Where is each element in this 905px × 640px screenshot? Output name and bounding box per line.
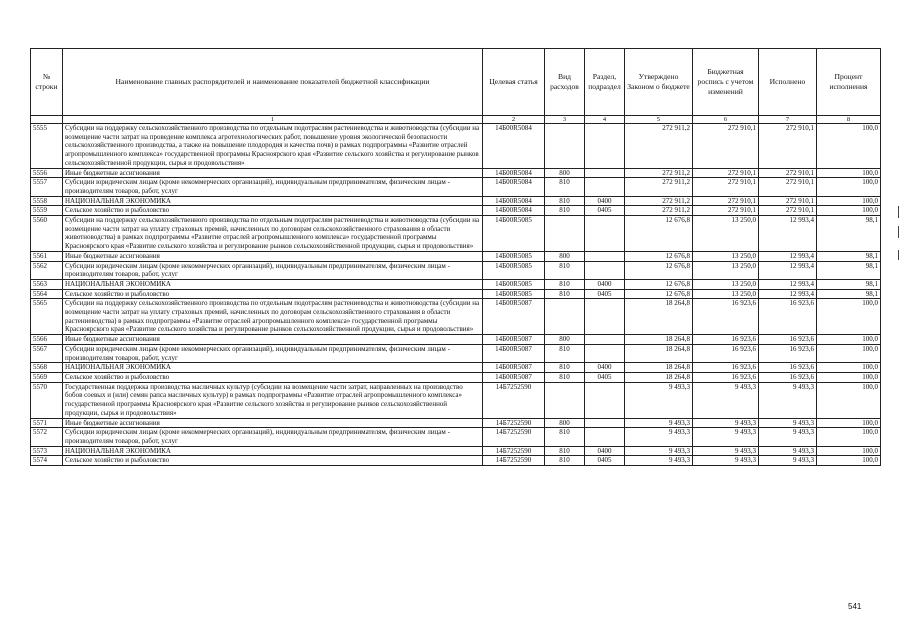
- row-description: Иные бюджетные ассигнования: [63, 251, 483, 261]
- row-number: 5566: [31, 335, 63, 345]
- header-target-article: Целевая статья: [483, 49, 545, 116]
- table-row: [31, 446, 881, 456]
- row-number: 5565: [31, 299, 63, 335]
- table-row: [31, 428, 881, 446]
- target-article-code: 14Б00R5087: [483, 299, 545, 335]
- target-article-code: 14Б00R5085: [483, 289, 545, 299]
- column-index-row: [31, 116, 881, 124]
- row-number: 5562: [31, 261, 63, 279]
- target-article-code: 14Б00R5087: [483, 372, 545, 382]
- executed-amount: 12 993,4: [759, 216, 817, 252]
- execution-percent: 98,1: [817, 289, 881, 299]
- executed-amount: 16 923,6: [759, 363, 817, 373]
- row-description: Субсидии юридическим лицам (кроме некоммерческих организаций), индивидуальным предпринимателям, физическим лицам - производителям товаров, работ, услуг: [63, 428, 483, 446]
- row-description: Сельское хозяйство и рыболовство: [63, 289, 483, 299]
- target-article-code: 14Б00R5084: [483, 124, 545, 169]
- target-article-code: 14Б00R5087: [483, 363, 545, 373]
- executed-amount: 12 993,4: [759, 251, 817, 261]
- execution-percent: 100,0: [817, 382, 881, 418]
- expense-type-code: 810: [545, 446, 585, 456]
- row-description: Сельское хозяйство и рыболовство: [63, 206, 483, 216]
- header-executed: Исполнено: [759, 49, 817, 116]
- column-index: [31, 116, 63, 124]
- execution-percent: 98,1: [817, 251, 881, 261]
- target-article-code: 14Б00R5085: [483, 251, 545, 261]
- target-article-code: 14Б00R5084: [483, 178, 545, 196]
- margin-mark: [898, 250, 899, 260]
- expense-type-code: 810: [545, 178, 585, 196]
- budget-schedule-amount: 16 923,6: [693, 344, 759, 362]
- section-code: 0400: [585, 196, 625, 206]
- executed-amount: 9 493,3: [759, 418, 817, 428]
- approved-amount: 12 676,8: [625, 251, 693, 261]
- section-code: [585, 428, 625, 446]
- expense-type-code: [545, 124, 585, 169]
- executed-amount: 16 923,6: [759, 299, 817, 335]
- target-article-code: 14Б7252590: [483, 446, 545, 456]
- row-number: 5564: [31, 289, 63, 299]
- page-number: 541: [848, 602, 862, 611]
- expense-type-code: [545, 299, 585, 335]
- row-number: 5559: [31, 206, 63, 216]
- row-description: Субсидии юридическим лицам (кроме некоммерческих организаций), индивидуальным предпринимателям, физическим лицам - производителям товаров, работ, услуг: [63, 344, 483, 362]
- target-article-code: 14Б7252590: [483, 456, 545, 466]
- expense-type-code: 800: [545, 168, 585, 178]
- budget-schedule-amount: 16 923,6: [693, 299, 759, 335]
- expense-type-code: [545, 382, 585, 418]
- execution-percent: 100,0: [817, 335, 881, 345]
- header-approved: Утверждено Законом о бюджете: [625, 49, 693, 116]
- executed-amount: 16 923,6: [759, 344, 817, 362]
- target-article-code: 14Б7252590: [483, 428, 545, 446]
- target-article-code: 14Б00R5085: [483, 261, 545, 279]
- row-description: Государственная поддержка производства масличных культур (субсидии на возмещение части затрат, направленных на производство бобов соевых и (или) семян рапса масличных культур) в рамках подпрограммы «Развитие отраслей агропромышленного комплекса» государственной программы Красноярского края «Развитие сельского хозяйства и регулирование рынков сельскохозяйственной продукции, сырья и продовольствия»: [63, 382, 483, 418]
- row-number: 5573: [31, 446, 63, 456]
- section-code: [585, 382, 625, 418]
- execution-percent: 98,1: [817, 261, 881, 279]
- executed-amount: 272 910,1: [759, 196, 817, 206]
- target-article-code: 14Б00R5085: [483, 279, 545, 289]
- expense-type-code: 810: [545, 196, 585, 206]
- target-article-code: 14Б00R5087: [483, 344, 545, 362]
- section-code: [585, 418, 625, 428]
- execution-percent: 100,0: [817, 178, 881, 196]
- row-description: НАЦИОНАЛЬНАЯ ЭКОНОМИКА: [63, 279, 483, 289]
- executed-amount: 9 493,3: [759, 428, 817, 446]
- row-number: 5570: [31, 382, 63, 418]
- executed-amount: 12 993,4: [759, 279, 817, 289]
- column-index: 6: [693, 116, 759, 124]
- header-budget-schedule: Бюджетная роспись с учетом изменений: [693, 49, 759, 116]
- row-number: 5555: [31, 124, 63, 169]
- approved-amount: 9 493,3: [625, 456, 693, 466]
- margin-mark: [898, 206, 899, 218]
- table-row: [31, 456, 881, 466]
- section-code: [585, 178, 625, 196]
- approved-amount: 18 264,8: [625, 335, 693, 345]
- budget-schedule-amount: 9 493,3: [693, 428, 759, 446]
- row-description: НАЦИОНАЛЬНАЯ ЭКОНОМИКА: [63, 196, 483, 206]
- row-description: Субсидии на поддержку сельскохозяйственного производства по отдельным подотраслям растениеводства и животноводства (субсидии на возмещение части затрат на уплату страховых премий, начисленных по договорам сельскохозяйственного страхования в области растениеводства) в рамках подпрограммы «Развитие отраслей агропромышленного комплекса» государственной программы Красноярского края «Развитие сельского хозяйства и регулирование рынков сельскохозяйственной продукции, сырья и продовольствия»: [63, 299, 483, 335]
- execution-percent: 100,0: [817, 418, 881, 428]
- budget-schedule-amount: 272 910,1: [693, 168, 759, 178]
- budget-schedule-amount: 13 250,0: [693, 261, 759, 279]
- executed-amount: 272 910,1: [759, 124, 817, 169]
- approved-amount: 18 264,8: [625, 344, 693, 362]
- section-code: [585, 168, 625, 178]
- executed-amount: 9 493,3: [759, 446, 817, 456]
- row-number: 5574: [31, 456, 63, 466]
- approved-amount: 9 493,3: [625, 446, 693, 456]
- expense-type-code: 810: [545, 428, 585, 446]
- table-row: [31, 196, 881, 206]
- row-description: Иные бюджетные ассигнования: [63, 418, 483, 428]
- expense-type-code: 810: [545, 206, 585, 216]
- budget-schedule-amount: 272 910,1: [693, 124, 759, 169]
- approved-amount: 9 493,3: [625, 382, 693, 418]
- approved-amount: 9 493,3: [625, 418, 693, 428]
- section-code: 0400: [585, 279, 625, 289]
- execution-percent: 100,0: [817, 372, 881, 382]
- budget-schedule-amount: 13 250,0: [693, 289, 759, 299]
- section-code: 0405: [585, 372, 625, 382]
- row-description: Субсидии на поддержку сельскохозяйственного производства по отдельным подотраслям растениеводства и животноводства (субсидии на возмещение части затрат на уплату страховых премий, начисленных по договорам сельскохозяйственного страхования в области животноводства) в рамках подпрограммы «Развитие отраслей агропромышленного комплекса» государственной программы Красноярского края «Развитие сельского хозяйства и регулирование рынков сельскохозяйственной продукции, сырья и продовольствия»: [63, 216, 483, 252]
- table-row: [31, 372, 881, 382]
- budget-schedule-amount: 9 493,3: [693, 418, 759, 428]
- row-number: 5556: [31, 168, 63, 178]
- section-code: [585, 344, 625, 362]
- row-number: 5557: [31, 178, 63, 196]
- approved-amount: 12 676,8: [625, 261, 693, 279]
- section-code: [585, 299, 625, 335]
- section-code: 0405: [585, 206, 625, 216]
- table-row: [31, 251, 881, 261]
- expense-type-code: 800: [545, 418, 585, 428]
- table-row: [31, 216, 881, 252]
- approved-amount: 272 911,2: [625, 206, 693, 216]
- execution-percent: 98,1: [817, 279, 881, 289]
- column-index: 4: [585, 116, 625, 124]
- margin-mark: [898, 226, 899, 238]
- table-row: [31, 279, 881, 289]
- row-number: 5563: [31, 279, 63, 289]
- target-article-code: 14Б7252590: [483, 418, 545, 428]
- row-description: НАЦИОНАЛЬНАЯ ЭКОНОМИКА: [63, 446, 483, 456]
- table-row: [31, 335, 881, 345]
- table-row: [31, 344, 881, 362]
- header-row-number: № строки: [31, 49, 63, 116]
- table-body: [31, 124, 881, 466]
- execution-percent: 100,0: [817, 428, 881, 446]
- executed-amount: 16 923,6: [759, 372, 817, 382]
- header-percent: Процент исполнения: [817, 49, 881, 116]
- execution-percent: 100,0: [817, 124, 881, 169]
- column-index: 5: [625, 116, 693, 124]
- expense-type-code: 810: [545, 261, 585, 279]
- expense-type-code: 810: [545, 372, 585, 382]
- header-name: Наименование главных распорядителей и наименование показателей бюджетной классификации: [63, 49, 483, 116]
- expense-type-code: 800: [545, 335, 585, 345]
- approved-amount: 12 676,8: [625, 279, 693, 289]
- target-article-code: 14Б00R5084: [483, 206, 545, 216]
- execution-percent: 100,0: [817, 196, 881, 206]
- budget-schedule-amount: 13 250,0: [693, 251, 759, 261]
- row-number: 5572: [31, 428, 63, 446]
- row-number: 5569: [31, 372, 63, 382]
- execution-percent: 100,0: [817, 456, 881, 466]
- budget-schedule-amount: 13 250,0: [693, 279, 759, 289]
- budget-schedule-amount: 9 493,3: [693, 456, 759, 466]
- header-section: Раздел, подраздел: [585, 49, 625, 116]
- row-number: 5571: [31, 418, 63, 428]
- target-article-code: 14Б7252590: [483, 382, 545, 418]
- approved-amount: 272 911,2: [625, 168, 693, 178]
- expense-type-code: 810: [545, 279, 585, 289]
- row-description: Сельское хозяйство и рыболовство: [63, 372, 483, 382]
- row-description: НАЦИОНАЛЬНАЯ ЭКОНОМИКА: [63, 363, 483, 373]
- expense-type-code: 810: [545, 363, 585, 373]
- execution-percent: 100,0: [817, 344, 881, 362]
- budget-schedule-amount: 272 910,1: [693, 196, 759, 206]
- budget-schedule-amount: 272 910,1: [693, 178, 759, 196]
- execution-percent: 100,0: [817, 168, 881, 178]
- table-row: [31, 418, 881, 428]
- execution-percent: 100,0: [817, 363, 881, 373]
- row-description: Иные бюджетные ассигнования: [63, 335, 483, 345]
- budget-execution-table: [30, 48, 881, 466]
- budget-schedule-amount: 16 923,6: [693, 335, 759, 345]
- executed-amount: 9 493,3: [759, 382, 817, 418]
- executed-amount: 272 910,1: [759, 206, 817, 216]
- target-article-code: 14Б00R5084: [483, 196, 545, 206]
- execution-percent: 100,0: [817, 206, 881, 216]
- budget-schedule-amount: 9 493,3: [693, 446, 759, 456]
- budget-schedule-amount: 16 923,6: [693, 363, 759, 373]
- approved-amount: 272 911,2: [625, 124, 693, 169]
- header-row: [31, 49, 881, 116]
- column-index: 3: [545, 116, 585, 124]
- expense-type-code: 810: [545, 289, 585, 299]
- table-row: [31, 206, 881, 216]
- approved-amount: 18 264,8: [625, 299, 693, 335]
- table-row: [31, 363, 881, 373]
- approved-amount: 12 676,8: [625, 289, 693, 299]
- section-code: [585, 251, 625, 261]
- executed-amount: 12 993,4: [759, 261, 817, 279]
- approved-amount: 272 911,2: [625, 196, 693, 206]
- budget-schedule-amount: 16 923,6: [693, 372, 759, 382]
- table-row: [31, 124, 881, 169]
- section-code: [585, 335, 625, 345]
- approved-amount: 9 493,3: [625, 428, 693, 446]
- row-description: Иные бюджетные ассигнования: [63, 168, 483, 178]
- approved-amount: 272 911,2: [625, 178, 693, 196]
- executed-amount: 16 923,6: [759, 335, 817, 345]
- section-code: [585, 124, 625, 169]
- execution-percent: 100,0: [817, 299, 881, 335]
- expense-type-code: 810: [545, 344, 585, 362]
- approved-amount: 12 676,8: [625, 216, 693, 252]
- budget-schedule-amount: 9 493,3: [693, 382, 759, 418]
- row-description: Субсидии юридическим лицам (кроме некоммерческих организаций), индивидуальным предпринимателям, физическим лицам - производителям товаров, работ, услуг: [63, 261, 483, 279]
- column-index: 8: [817, 116, 881, 124]
- row-number: 5561: [31, 251, 63, 261]
- table-row: [31, 289, 881, 299]
- section-code: 0400: [585, 446, 625, 456]
- execution-percent: 98,1: [817, 216, 881, 252]
- row-description: Сельское хозяйство и рыболовство: [63, 456, 483, 466]
- target-article-code: 14Б00R5085: [483, 216, 545, 252]
- execution-percent: 100,0: [817, 446, 881, 456]
- table-row: [31, 299, 881, 335]
- column-index: 7: [759, 116, 817, 124]
- budget-schedule-amount: 13 250,0: [693, 216, 759, 252]
- expense-type-code: 800: [545, 251, 585, 261]
- expense-type-code: [545, 216, 585, 252]
- executed-amount: 272 910,1: [759, 178, 817, 196]
- row-number: 5567: [31, 344, 63, 362]
- column-index: 1: [63, 116, 483, 124]
- executed-amount: 9 493,3: [759, 456, 817, 466]
- section-code: 0405: [585, 289, 625, 299]
- executed-amount: 272 910,1: [759, 168, 817, 178]
- row-description: Субсидии на поддержку сельскохозяйственного производства по отдельным подотраслям растениеводства и животноводства (субсидии на возмещение части затрат на проведение комплекса агротехнологических работ, повышение уровня экологической безопасности сельскохозяйственного производства, а также на повышение плодородия и качества почв) в рамках подпрограммы «Развитие отраслей агропромышленного комплекса» государственной программы Красноярского края «Развитие сельского хозяйства и регулирование рынков сельскохозяйственной продукции, сырья и продовольствия»: [63, 124, 483, 169]
- table-row: [31, 382, 881, 418]
- executed-amount: 12 993,4: [759, 289, 817, 299]
- budget-table-sheet: [30, 48, 880, 466]
- expense-type-code: 810: [545, 456, 585, 466]
- target-article-code: 14Б00R5084: [483, 168, 545, 178]
- approved-amount: 18 264,8: [625, 363, 693, 373]
- table-row: [31, 168, 881, 178]
- row-description: Субсидии юридическим лицам (кроме некоммерческих организаций), индивидуальным предпринимателям, физическим лицам - производителям товаров, работ, услуг: [63, 178, 483, 196]
- section-code: 0405: [585, 456, 625, 466]
- section-code: [585, 261, 625, 279]
- budget-schedule-amount: 272 910,1: [693, 206, 759, 216]
- column-index: 2: [483, 116, 545, 124]
- section-code: 0400: [585, 363, 625, 373]
- target-article-code: 14Б00R5087: [483, 335, 545, 345]
- row-number: 5568: [31, 363, 63, 373]
- table-row: [31, 178, 881, 196]
- header-expense-type: Вид расходов: [545, 49, 585, 116]
- table-row: [31, 261, 881, 279]
- approved-amount: 18 264,8: [625, 372, 693, 382]
- section-code: [585, 216, 625, 252]
- row-number: 5558: [31, 196, 63, 206]
- row-number: 5560: [31, 216, 63, 252]
